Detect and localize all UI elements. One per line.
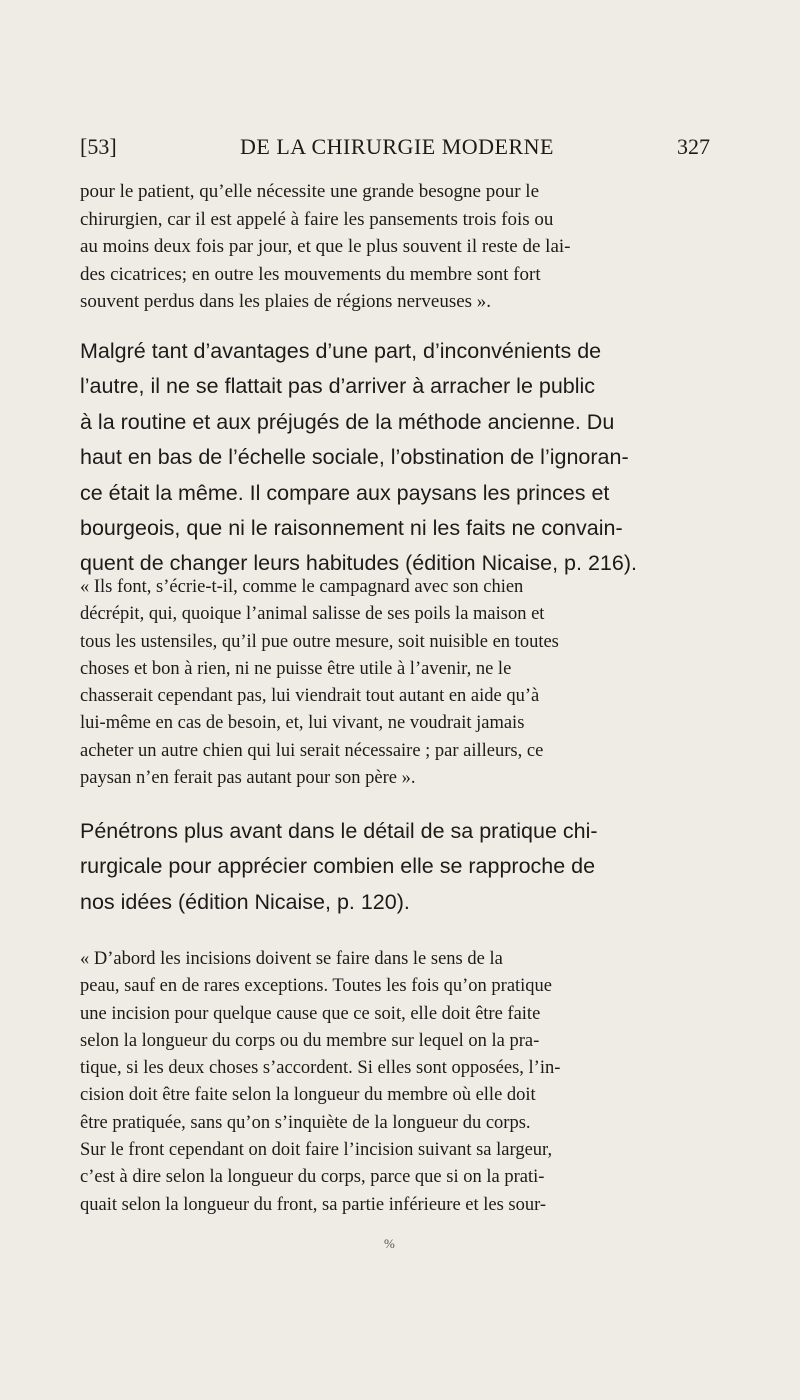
quotation-1 <box>80 574 710 792</box>
quotation-2 <box>80 946 710 1219</box>
running-header <box>80 132 710 162</box>
main-paragraph-2 <box>80 814 710 920</box>
paragraph-text: Malgré tant d’avantages d’une part, d’inconvénients de l’autre, il ne se flattait pas d’arriver à arracher le public à la routine et aux préjugés de la méthode ancienne. Du haut en bas de l’échelle sociale, l’obstination de l’ignoran- ce était la même. Il compare aux paysans les princes et bourgeois, que ni le raisonnement ni les faits ne convain- quent de changer leurs habitudes (édition Nicaise, p. 216). <box>80 339 637 576</box>
bracketed-page-number: [53] <box>80 134 117 159</box>
main-paragraph-1 <box>80 334 710 582</box>
quotation-text: « D’abord les incisions doivent se faire dans le sens de la peau, sauf en de rares exceptions. Toutes les fois qu’on pratique une incision pour quelque cause que ce soit, elle doit être faite selon la longueur du corps ou du membre sur lequel on la pra- tique, si les deux choses s’accordent. Si elles sont opposées, l’in- cision doit être faite selon la longueur du membre où elle doit être pratiquée, sans qu’on s’inquiète de la longueur du corps. Sur le front cependant on doit faire l’incision suivant sa largeur, c’est à dire selon la longueur du corps, parce que si on la prati- quait selon la longueur du front, sa partie inférieure et les sour- <box>80 949 561 1215</box>
page-number: 327 <box>677 134 710 159</box>
running-title: DE LA CHIRURGIE MODERNE <box>240 134 554 159</box>
quotation-text: « Ils font, s’écrie-t-il, comme le campagnard avec son chien décrépit, qui, quoique l’animal salisse de ses poils la maison et tous les ustensiles, qu’il pue outre mesure, soit nuisible en toutes choses et bon à rien, ni ne puisse être utile à l’avenir, ne le chasserait cependant pas, lui viendrait tout autant en aide qu’à lui-même en cas de besoin, et, lui vivant, ne voudrait jamais acheter un autre chien qui lui serait nécessaire ; par ailleurs, ce paysan n’en ferait pas autant pour son père ». <box>80 577 559 789</box>
opening-paragraph <box>80 178 710 316</box>
paragraph-text: Pénétrons plus avant dans le détail de sa pratique chi- rurgicale pour apprécier combien elle se rapproche de nos idées (édition Nicaise, p. 120). <box>80 819 598 914</box>
footer-mark: % <box>384 1236 395 1251</box>
paragraph-text: pour le patient, qu’elle nécessite une grande besogne pour le chirurgien, car il est appelé à faire les pansements trois fois ou au moins deux fois par jour, et que le plus souvent il reste de lai- des cicatrices; en outre les mouvements du membre sont fort souvent perdus dans les plaies de régions nerveuses ». <box>80 181 571 312</box>
